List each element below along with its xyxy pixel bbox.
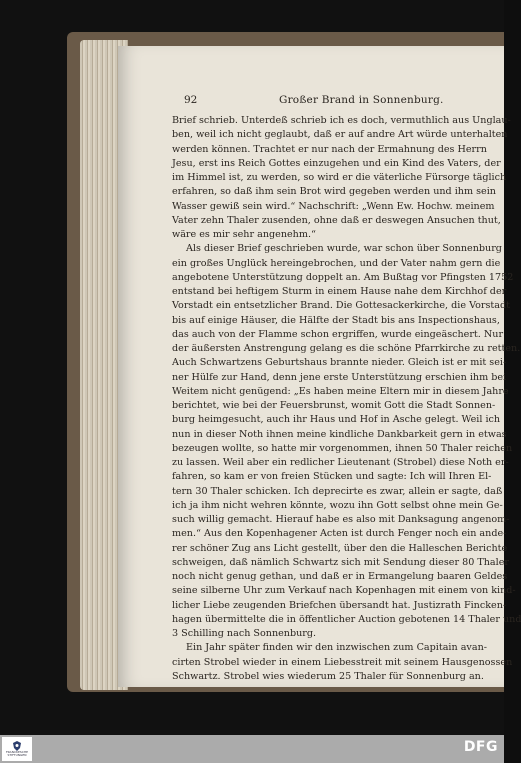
running-title: Großer Brand in Sonnenburg.: [279, 94, 444, 106]
page-number: 92: [184, 94, 198, 106]
text-line: ich ja ihm nicht wehren könnte, wozu ihn Gott selbst ohne mein Ge-: [172, 499, 503, 511]
text-line: ben, weil ich nicht geglaubt, daß er auf andre Art würde unterhalten: [172, 129, 508, 141]
text-line: licher Liebe zeugenden Briefchen übersandt hat. Justizrath Fincken-: [172, 599, 507, 611]
text-line: nun in dieser Noth ihnen meine kindliche Dankbarkeit gern in etwas: [172, 428, 507, 440]
text-line: Vorstadt ein entsetzlicher Brand. Die Gottesackerkirche, die Vorstadt: [172, 300, 510, 312]
text-line: berichtet, wie bei der Feuersbrunst, womit Gott die Stadt Sonnen-: [172, 400, 496, 411]
text-line: zu lassen. Weil aber ein redlicher Lieutenant (Strobel) diese Noth er-: [172, 457, 509, 468]
text-line: erfahren, so daß ihm sein Brot wird gegeben werden und ihm sein: [172, 186, 496, 198]
text-line: Brief schrieb. Unterdeß schrieb ich es doch, vermuthlich aus Unglau-: [172, 115, 511, 126]
francke-logo[interactable]: [2, 737, 32, 761]
text-line: angebotene Unterstützung doppelt an. Am Bußtag vor Pfingsten 1752: [172, 271, 514, 283]
text-line: seine silberne Uhr zum Verkauf nach Kopenhagen mit einem von kind-: [172, 585, 516, 597]
text-line: Vater zehn Thaler zusenden, ohne daß er deswegen Ansuchen thut,: [172, 214, 501, 226]
text-line: Wasser gewiß sein wird.“ Nachschrift: „Wenn Ew. Hochw. meinem: [172, 200, 495, 212]
dfg-logo[interactable]: DFG: [463, 739, 498, 755]
viewer-footer: [0, 735, 504, 763]
text-line: hagen übermittelte die in öffentlicher Auction gebotenen 14 Thaler und: [172, 613, 521, 625]
text-line: entstand bei heftigem Sturm in einem Hause nahe dem Kirchhof der: [172, 286, 507, 297]
text-line: men.“ Aus den Kopenhagener Acten ist durch Fenger noch ein ande-: [172, 528, 507, 540]
text-line: rer schöner Zug ans Licht gestellt, über den die Halleschen Berichte: [172, 542, 508, 554]
text-line: Ein Jahr später finden wir den inzwischen zum Capitain avan-: [186, 642, 487, 654]
text-line: such willig gemacht. Hierauf habe es also mit Danksagung angenom-: [172, 514, 510, 525]
text-line: 3 Schilling nach Sonnenburg.: [172, 628, 317, 639]
text-line: tern 30 Thaler schicken. Ich deprecirte es zwar, allein er sagte, daß: [172, 485, 503, 497]
text-line: bezeugen wollte, so hatte mir vorgenommen, ihnen 50 Thaler reichen: [172, 442, 513, 454]
text-line: Weitem nicht genügend: „Es haben meine Eltern mir in diesem Jahre: [172, 385, 509, 397]
text-line: das auch von der Flamme schon ergriffen, wurde eingeäschert. Nur: [172, 328, 504, 340]
text-line: der äußersten Anstrengung gelang es die schöne Pfarrkirche zu retten.: [172, 343, 521, 354]
text-line: bis auf einige Häuser, die Hälfte der Stadt bis ans Inspectionshaus,: [172, 314, 500, 326]
francke-logo-text: FRANCKESCHE STIFTUNGEN: [5, 750, 29, 757]
text-line: ner Hülfe zur Hand, denn jene erste Unterstützung erschien ihm bei: [172, 371, 507, 383]
text-line: cirten Strobel wieder in einem Liebesstreit mit seinem Hausgenossen: [172, 656, 513, 668]
text-line: Als dieser Brief geschrieben wurde, war schon über Sonnenburg: [186, 243, 502, 255]
text-line: Jesu, erst ins Reich Gottes einzugehen und ein Kind des Vaters, der: [172, 157, 501, 169]
text-line: fahren, so kam er von freien Stücken und sagte: Ich will Ihren El-: [172, 471, 492, 483]
text-line: werden können. Trachtet er nur nach der Ermahnung des Herrn: [172, 143, 487, 155]
body-text: [172, 114, 521, 684]
text-line: burg heimgesucht, auch ihr Haus und Hof in Asche gelegt. Weil ich: [172, 414, 501, 426]
text-line: noch nicht genug gethan, und daß er in Ermangelung baaren Geldes: [172, 571, 508, 582]
text-line: Auch Schwartzens Geburtshaus brannte nieder. Gleich ist er mit sei-: [172, 357, 507, 369]
page-header: [184, 94, 484, 108]
text-line: schweigen, daß nämlich Schwartz sich mit Sendung dieser 80 Thaler: [172, 556, 509, 568]
text-line: ein großes Unglück hereingebrochen, und der Vater nahm gern die: [172, 257, 501, 269]
text-line: wäre es mir sehr angenehm.“: [172, 229, 316, 240]
text-line: im Himmel ist, zu werden, so wird er die väterliche Fürsorge täglich: [172, 172, 507, 183]
text-line: Schwartz. Strobel wies wiederum 25 Thaler für Sonnenburg an.: [172, 670, 484, 682]
